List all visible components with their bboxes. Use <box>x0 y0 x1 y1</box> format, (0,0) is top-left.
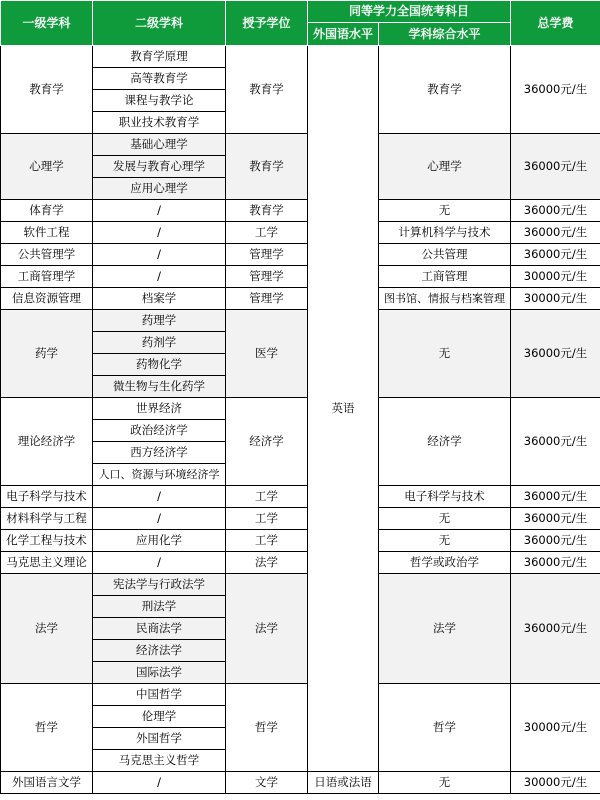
comprehensive-subject-cell: 无 <box>379 200 511 222</box>
comprehensive-subject-cell: 哲学或政治学 <box>379 552 511 574</box>
table-row <box>1 244 600 266</box>
level1-cell: 公共管理学 <box>1 244 93 266</box>
fee-cell: 30000元/生 <box>511 288 600 310</box>
level2-cell: 世界经济 <box>93 398 226 420</box>
level2-cell: 西方经济学 <box>93 442 226 464</box>
fee-cell: 36000元/生 <box>511 530 600 552</box>
degree-cell: 工学 <box>226 486 308 508</box>
level2-cell: 药理学 <box>93 310 226 332</box>
header-row-1 <box>1 1 600 23</box>
level2-cell: 教育学原理 <box>93 46 226 68</box>
level1-cell: 外国语言文学 <box>1 772 93 794</box>
degree-cell: 医学 <box>226 310 308 398</box>
degree-cell: 管理学 <box>226 266 308 288</box>
level2-cell: 马克思主义哲学 <box>93 750 226 772</box>
fee-cell: 36000元/生 <box>511 574 600 684</box>
level2-cell: 伦理学 <box>93 706 226 728</box>
level2-cell: 经济法学 <box>93 640 226 662</box>
foreign-language-cell: 英语 <box>308 46 379 772</box>
comprehensive-subject-cell: 教育学 <box>379 46 511 134</box>
comprehensive-subject-cell: 法学 <box>379 574 511 684</box>
degree-cell: 管理学 <box>226 288 308 310</box>
level2-cell: / <box>93 200 226 222</box>
table-row <box>1 684 600 706</box>
level2-cell: 外国哲学 <box>93 728 226 750</box>
degree-cell: 法学 <box>226 552 308 574</box>
level1-cell: 信息资源管理 <box>1 288 93 310</box>
degree-cell: 工学 <box>226 508 308 530</box>
level2-cell: 职业技术教育学 <box>93 112 226 134</box>
level2-cell: 中国哲学 <box>93 684 226 706</box>
comprehensive-subject-cell: 无 <box>379 310 511 398</box>
level2-cell: 宪法学与行政法学 <box>93 574 226 596</box>
fee-cell: 36000元/生 <box>511 486 600 508</box>
table-row <box>1 134 600 156</box>
level1-cell: 电子科学与技术 <box>1 486 93 508</box>
level2-cell: 国际法学 <box>93 662 226 684</box>
level2-cell: / <box>93 486 226 508</box>
table-row <box>1 772 600 794</box>
level1-cell: 心理学 <box>1 134 93 200</box>
level1-cell: 哲学 <box>1 684 93 772</box>
fee-cell: 30000元/生 <box>511 772 600 794</box>
degree-cell: 文学 <box>226 772 308 794</box>
level2-cell: / <box>93 222 226 244</box>
comprehensive-subject-cell: 图书馆、情报与档案管理 <box>379 288 511 310</box>
fee-cell: 36000元/生 <box>511 310 600 398</box>
table-row <box>1 310 600 332</box>
degree-cell: 教育学 <box>226 200 308 222</box>
degree-cell: 经济学 <box>226 398 308 486</box>
level2-cell: 高等教育学 <box>93 68 226 90</box>
table-row <box>1 508 600 530</box>
degree-cell: 哲学 <box>226 684 308 772</box>
degree-cell: 管理学 <box>226 244 308 266</box>
level1-cell: 软件工程 <box>1 222 93 244</box>
table-row <box>1 288 600 310</box>
degree-cell: 法学 <box>226 574 308 684</box>
table-row <box>1 398 600 420</box>
degree-cell: 教育学 <box>226 46 308 134</box>
level2-cell: 药物化学 <box>93 354 226 376</box>
degree-cell: 教育学 <box>226 134 308 200</box>
table-row <box>1 552 600 574</box>
level2-cell: 发展与教育心理学 <box>93 156 226 178</box>
header-degree: 授予学位 <box>226 1 308 46</box>
table-row <box>1 222 600 244</box>
level2-cell: 微生物与生化药学 <box>93 376 226 398</box>
fee-cell: 36000元/生 <box>511 398 600 486</box>
level1-cell: 法学 <box>1 574 93 684</box>
level2-cell: 应用化学 <box>93 530 226 552</box>
level1-cell: 教育学 <box>1 46 93 134</box>
level2-cell: / <box>93 244 226 266</box>
table-row <box>1 574 600 596</box>
level2-cell: 课程与教学论 <box>93 90 226 112</box>
comprehensive-subject-cell: 工商管理 <box>379 266 511 288</box>
header-level1: 一级学科 <box>1 1 93 46</box>
level2-cell: 基础心理学 <box>93 134 226 156</box>
level2-cell: 政治经济学 <box>93 420 226 442</box>
header-exam-group: 同等学力全国统考科目 <box>308 1 511 23</box>
comprehensive-subject-cell: 电子科学与技术 <box>379 486 511 508</box>
header-fee: 总学费 <box>511 1 600 46</box>
comprehensive-subject-cell: 公共管理 <box>379 244 511 266</box>
fee-cell: 36000元/生 <box>511 508 600 530</box>
header-level2: 二级学科 <box>93 1 226 46</box>
degree-cell: 工学 <box>226 530 308 552</box>
table-row <box>1 46 600 68</box>
fee-cell: 36000元/生 <box>511 46 600 134</box>
comprehensive-subject-cell: 经济学 <box>379 398 511 486</box>
fee-cell: 36000元/生 <box>511 134 600 200</box>
comprehensive-subject-cell: 无 <box>379 530 511 552</box>
level1-cell: 理论经济学 <box>1 398 93 486</box>
foreign-language-cell: 日语或法语 <box>308 772 379 794</box>
level2-cell: / <box>93 508 226 530</box>
table-row <box>1 200 600 222</box>
fee-cell: 36000元/生 <box>511 552 600 574</box>
level1-cell: 药学 <box>1 310 93 398</box>
comprehensive-subject-cell: 无 <box>379 508 511 530</box>
table-row <box>1 530 600 552</box>
fee-cell: 30000元/生 <box>511 684 600 772</box>
level2-cell: 人口、资源与环境经济学 <box>93 464 226 486</box>
level1-cell: 化学工程与技术 <box>1 530 93 552</box>
level2-cell: / <box>93 266 226 288</box>
level1-cell: 马克思主义理论 <box>1 552 93 574</box>
level2-cell: 档案学 <box>93 288 226 310</box>
level1-cell: 材料科学与工程 <box>1 508 93 530</box>
comprehensive-subject-cell: 哲学 <box>379 684 511 772</box>
degree-cell: 工学 <box>226 222 308 244</box>
level2-cell: / <box>93 552 226 574</box>
fee-cell: 36000元/生 <box>511 244 600 266</box>
comprehensive-subject-cell: 无 <box>379 772 511 794</box>
comprehensive-subject-cell: 计算机科学与技术 <box>379 222 511 244</box>
header-foreign-language: 外国语水平 <box>308 23 379 46</box>
table-row <box>1 266 600 288</box>
fee-cell: 30000元/生 <box>511 266 600 288</box>
comprehensive-subject-cell: 心理学 <box>379 134 511 200</box>
level2-cell: 刑法学 <box>93 596 226 618</box>
level2-cell: 民商法学 <box>93 618 226 640</box>
level2-cell: 药剂学 <box>93 332 226 354</box>
level1-cell: 工商管理学 <box>1 266 93 288</box>
header-comprehensive: 学科综合水平 <box>379 23 511 46</box>
fee-cell: 36000元/生 <box>511 222 600 244</box>
table-row <box>1 486 600 508</box>
fee-cell: 36000元/生 <box>511 200 600 222</box>
level2-cell: / <box>93 772 226 794</box>
level2-cell: 应用心理学 <box>93 178 226 200</box>
level1-cell: 体育学 <box>1 200 93 222</box>
